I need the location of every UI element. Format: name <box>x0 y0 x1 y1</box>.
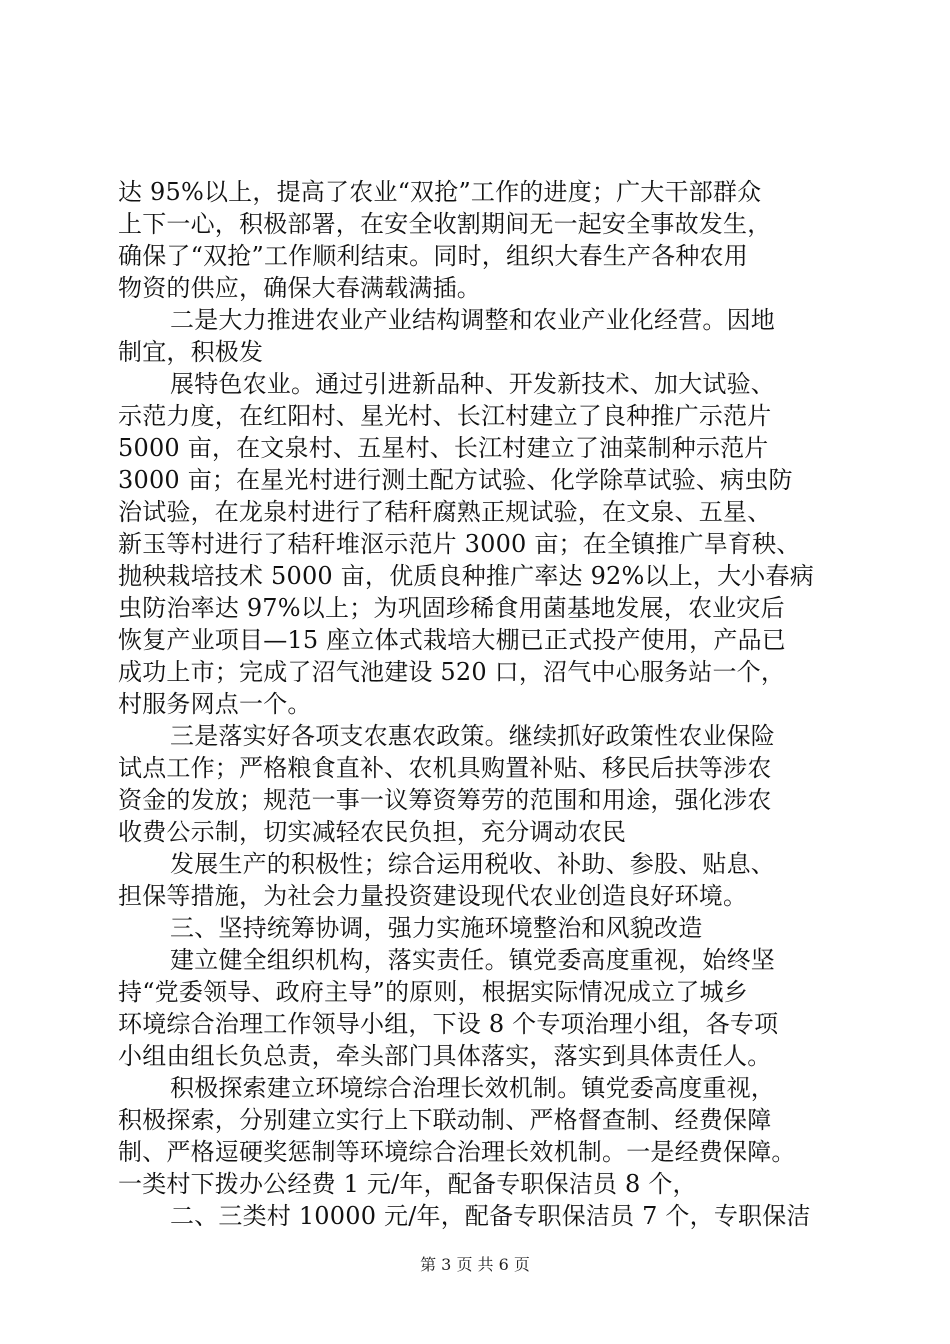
text-line: 二、三类村 10000 元/年，配备专职保洁员 7 个，专职保洁 <box>170 1202 811 1230</box>
text-line: 虫防治率达 97%以上；为巩固珍稀食用菌基地发展，农业灾后 <box>118 594 785 622</box>
text-line: 担保等措施，为社会力量投资建设现代农业创造良好环境。 <box>118 882 748 910</box>
text-line: 小组由组长负总责，牵头部门具体落实，落实到具体责任人。 <box>118 1042 772 1070</box>
text-line: 发展生产的积极性；综合运用税收、补助、参股、贴息、 <box>170 850 775 878</box>
text-line: 确保了“双抢”工作顺利结束。同时，组织大春生产各种农用 <box>118 242 748 270</box>
text-line: 上下一心，积极部署，在安全收割期间无一起安全事故发生， <box>118 210 772 238</box>
section-heading: 三、坚持统筹协调，强力实施环境整治和风貌改造 <box>170 914 703 942</box>
text-line: 制、严格逗硬奖惩制等环境综合治理长效机制。一是经费保障。 <box>118 1138 796 1166</box>
text-line: 资金的发放；规范一事一议筹资筹劳的范围和用途，强化涉农 <box>118 786 772 814</box>
text-line: 展特色农业。通过引进新品种、开发新技术、加大试验、 <box>170 370 775 398</box>
text-line: 积极探索建立环境综合治理长效机制。镇党委高度重视， <box>170 1074 775 1102</box>
text-line: 积极探索，分别建立实行上下联动制、严格督查制、经费保障 <box>118 1106 772 1134</box>
text-line: 三是落实好各项支农惠农政策。继续抓好政策性农业保险 <box>170 722 775 750</box>
text-line: 环境综合治理工作领导小组，下设 8 个专项治理小组，各专项 <box>118 1010 779 1038</box>
text-line: 村服务网点一个。 <box>118 690 312 718</box>
text-line: 二是大力推进农业产业结构调整和农业产业化经营。因地 <box>170 306 775 334</box>
text-line: 一类村下拨办公经费 1 元/年，配备专职保洁员 8 个， <box>118 1170 697 1198</box>
text-line: 达 95%以上，提高了农业“双抢”工作的进度；广大干部群众 <box>118 178 762 206</box>
text-line: 3000 亩；在星光村进行测土配方试验、化学除草试验、病虫防 <box>118 466 793 494</box>
text-line: 示范力度，在红阳村、星光村、长江村建立了良种推广示范片 <box>118 402 772 430</box>
text-line: 试点工作；严格粮食直补、农机具购置补贴、移民后扶等涉农 <box>118 754 772 782</box>
text-line: 抛秧栽培技术 5000 亩，优质良种推广率达 92%以上，大小春病 <box>118 562 814 590</box>
page-footer: 第 3 页 共 6 页 <box>420 1255 530 1274</box>
text-line: 制宜，积极发 <box>118 338 264 366</box>
text-line: 成功上市；完成了沼气池建设 520 口，沼气中心服务站一个， <box>118 658 786 686</box>
text-line: 物资的供应，确保大春满载满插。 <box>118 274 481 302</box>
text-line: 收费公示制，切实减轻农民负担，充分调动农民 <box>118 818 627 846</box>
text-line: 5000 亩，在文泉村、五星村、长江村建立了油菜制种示范片 <box>118 434 769 462</box>
text-line: 新玉等村进行了秸秆堆沤示范片 3000 亩；在全镇推广旱育秧、 <box>118 530 801 558</box>
text-line: 恢复产业项目—15 座立体式栽培大棚已正式投产使用，产品已 <box>118 626 786 654</box>
text-line: 治试验，在龙泉村进行了秸秆腐熟正规试验，在文泉、五星、 <box>118 498 772 526</box>
text-line: 持“党委领导、政府主导”的原则，根据实际情况成立了城乡 <box>118 978 748 1006</box>
text-line: 建立健全组织机构，落实责任。镇党委高度重视，始终坚 <box>170 946 775 974</box>
